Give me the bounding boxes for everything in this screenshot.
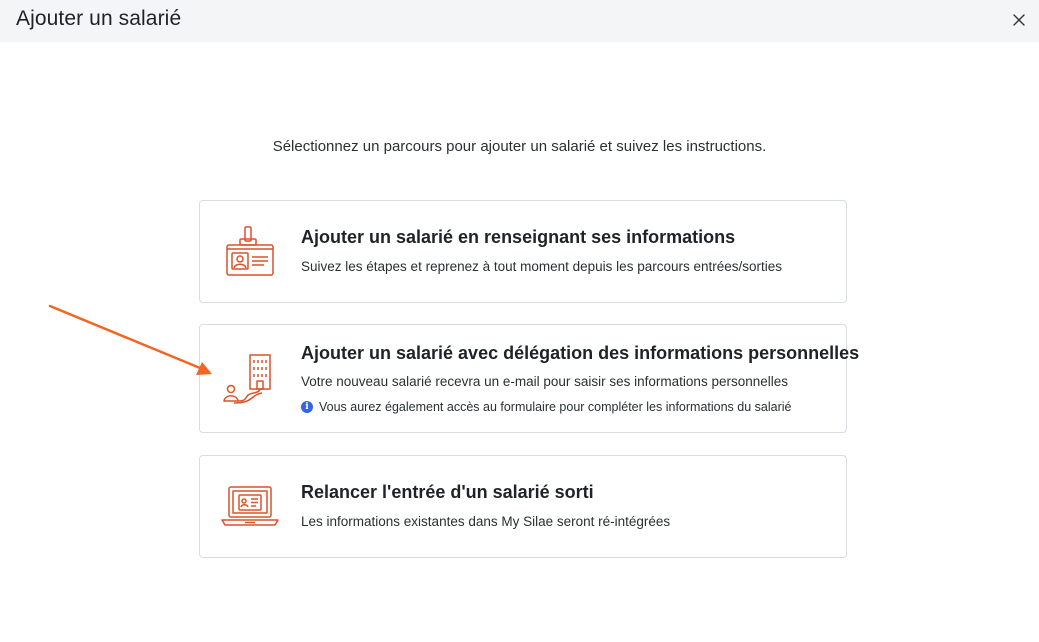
option-card-fill-info[interactable] <box>199 200 847 303</box>
option-title: Relancer l'entrée d'un salarié sorti <box>301 482 594 502</box>
arrow-icon <box>40 296 220 391</box>
option-description: Votre nouveau salarié recevra un e-mail pour saisir ses informations personnelles <box>301 374 788 389</box>
option-title: Ajouter un salarié en renseignant ses informations <box>301 227 736 247</box>
option-card-delegation[interactable] <box>199 324 860 433</box>
option-note <box>301 400 791 414</box>
info-icon: i <box>301 401 313 413</box>
instructions-text: Sélectionnez un parcours pour ajouter un salarié et suivez les instructions. <box>272 138 767 155</box>
option-description: Suivez les étapes et reprenez à tout moment depuis les parcours entrées/sorties <box>301 259 783 274</box>
dialog-title: Ajouter un salarié <box>16 7 182 30</box>
id-badge-icon <box>220 225 276 284</box>
option-card-restart-entry[interactable] <box>199 455 847 558</box>
option-title: Ajouter un salarié avec délégation des informations personnelles <box>301 343 860 363</box>
option-description: Les informations existantes dans My Silae seront ré-intégrées <box>301 514 671 529</box>
dialog-header <box>0 0 1039 42</box>
option-note-text: Vous aurez également accès au formulaire pour compléter les informations du salarié <box>319 400 792 414</box>
laptop-id-card-icon <box>220 483 280 534</box>
person-path-building-icon <box>220 351 280 412</box>
close-icon[interactable] <box>1011 12 1027 28</box>
